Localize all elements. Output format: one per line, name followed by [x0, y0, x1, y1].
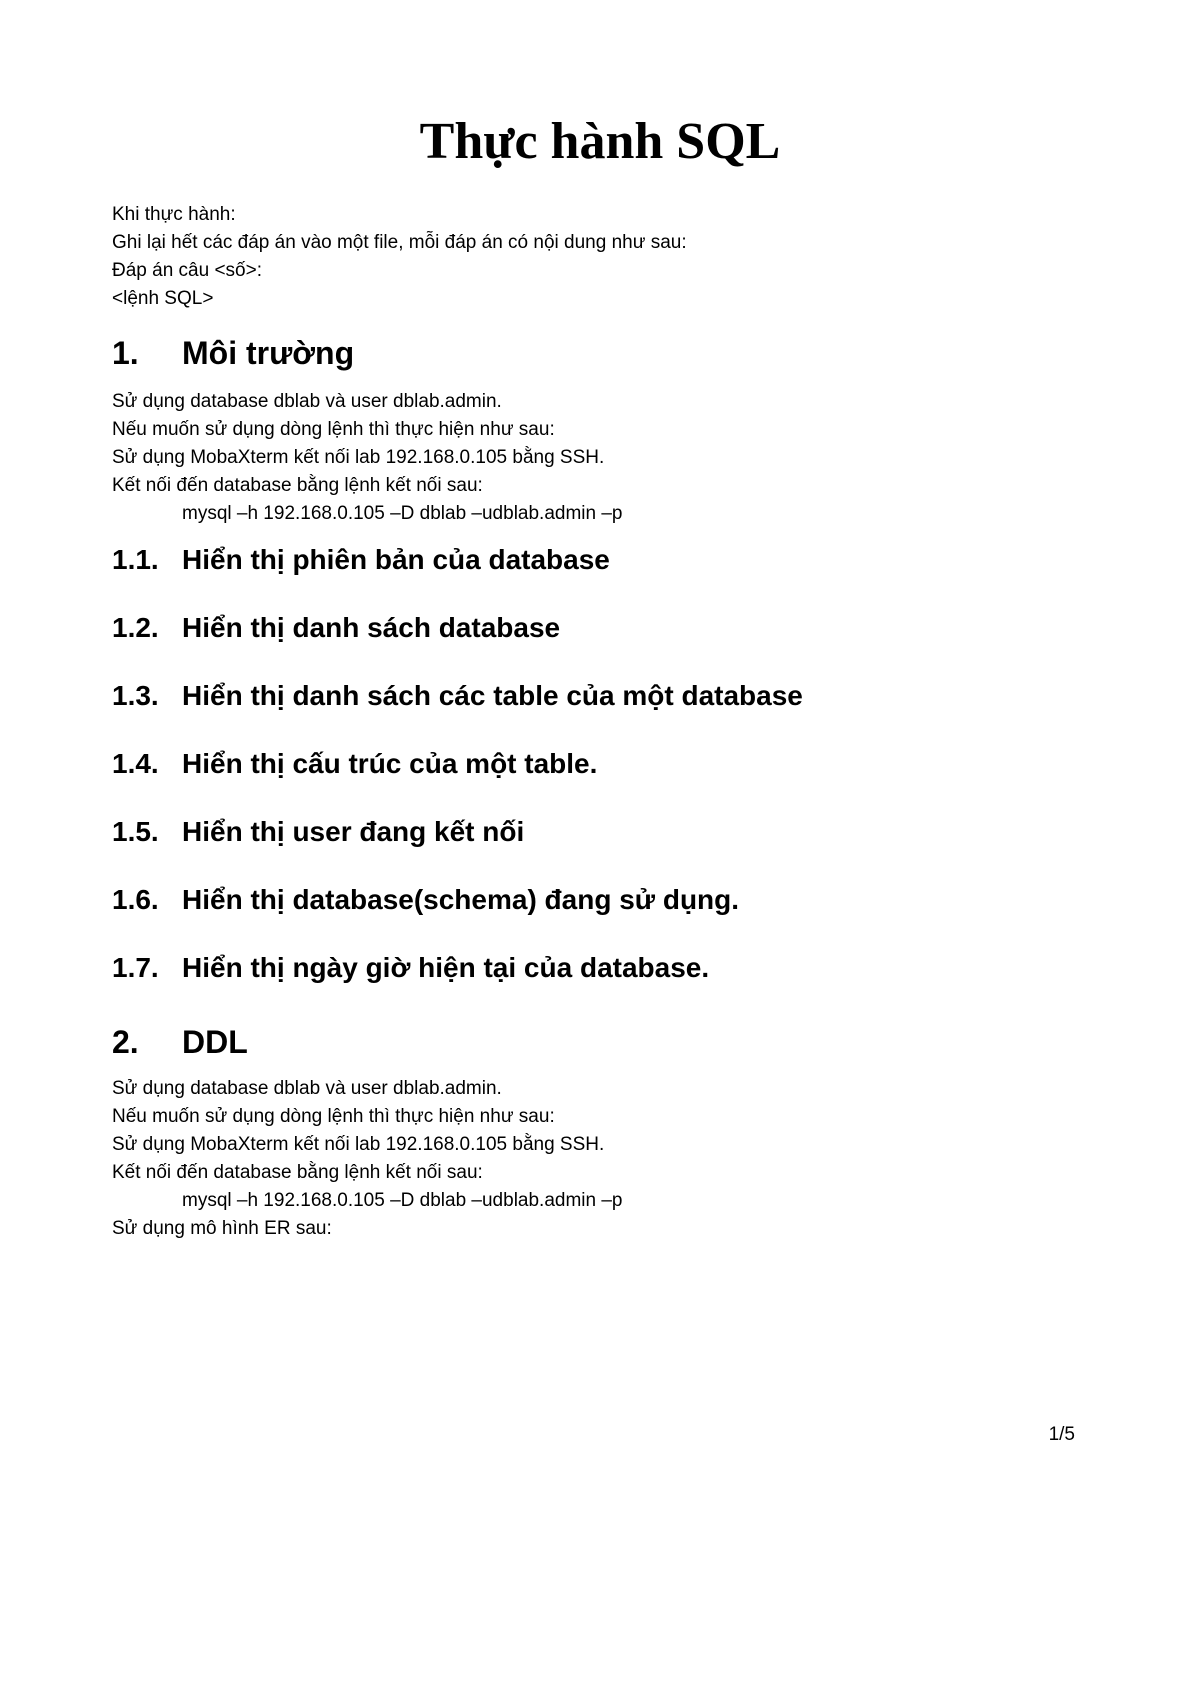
subsection-heading [112, 542, 610, 578]
subsection-number: 1.3. [112, 680, 159, 711]
subsection-title: Hiển thị danh sách các table của một database [182, 680, 803, 711]
subsection-number: 1.6. [112, 884, 159, 915]
intro-line: Khi thực hành: [112, 204, 236, 225]
section1-line: Nếu muốn sử dụng dòng lệnh thì thực hiện như sau: [112, 419, 555, 440]
section2-line: Kết nối đến database bằng lệnh kết nối sau: [112, 1162, 483, 1183]
section2-line: Sử dụng MobaXterm kết nối lab 192.168.0.105 bằng SSH. [112, 1134, 605, 1155]
section-number: 1. [112, 335, 139, 371]
subsection-title: Hiển thị ngày giờ hiện tại của database. [182, 952, 710, 983]
section2-line: Sử dụng mô hình ER sau: [112, 1218, 332, 1239]
section-number: 2. [112, 1024, 139, 1060]
subsection-title: Hiển thị user đang kết nối [182, 816, 525, 847]
subsection-title: Hiển thị database(schema) đang sử dụng. [182, 884, 740, 915]
subsection-heading [112, 882, 739, 918]
subsection-heading [112, 678, 803, 714]
subsection-title: Hiển thị danh sách database [182, 612, 561, 643]
subsection-title: Hiển thị cấu trúc của một table. [182, 748, 598, 779]
command-line: mysql –h 192.168.0.105 –D dblab –udblab.admin –p [182, 503, 623, 524]
section1-line: Sử dụng database dblab và user dblab.admin. [112, 391, 502, 412]
page-title: Thực hành SQL [419, 113, 781, 170]
section1-line: Kết nối đến database bằng lệnh kết nối sau: [112, 475, 483, 496]
subsection-title: Hiển thị phiên bản của database [182, 544, 610, 575]
section1-line: Sử dụng MobaXterm kết nối lab 192.168.0.105 bằng SSH. [112, 447, 605, 468]
subsection-heading [112, 610, 560, 646]
intro-line: <lệnh SQL> [112, 288, 214, 309]
section-heading-1 [112, 333, 354, 373]
section-title: DDL [182, 1024, 248, 1060]
page-number: 1/5 [1048, 1424, 1075, 1445]
command-line: mysql –h 192.168.0.105 –D dblab –udblab.admin –p [182, 1190, 623, 1211]
subsection-number: 1.1. [112, 544, 159, 575]
subsection-number: 1.5. [112, 816, 159, 847]
subsection-number: 1.4. [112, 748, 159, 779]
section2-line: Sử dụng database dblab và user dblab.admin. [112, 1078, 502, 1099]
subsection-number: 1.2. [112, 612, 159, 643]
intro-line: Đáp án câu <số>: [112, 260, 262, 281]
subsection-heading [112, 746, 597, 782]
subsection-heading [112, 814, 524, 850]
section-heading-2 [112, 1022, 248, 1062]
section-title: Môi trường [182, 335, 355, 371]
subsection-heading [112, 950, 709, 986]
section2-line: Nếu muốn sử dụng dòng lệnh thì thực hiện như sau: [112, 1106, 555, 1127]
intro-line: Ghi lại hết các đáp án vào một file, mỗi đáp án có nội dung như sau: [112, 232, 687, 253]
subsection-number: 1.7. [112, 952, 159, 983]
